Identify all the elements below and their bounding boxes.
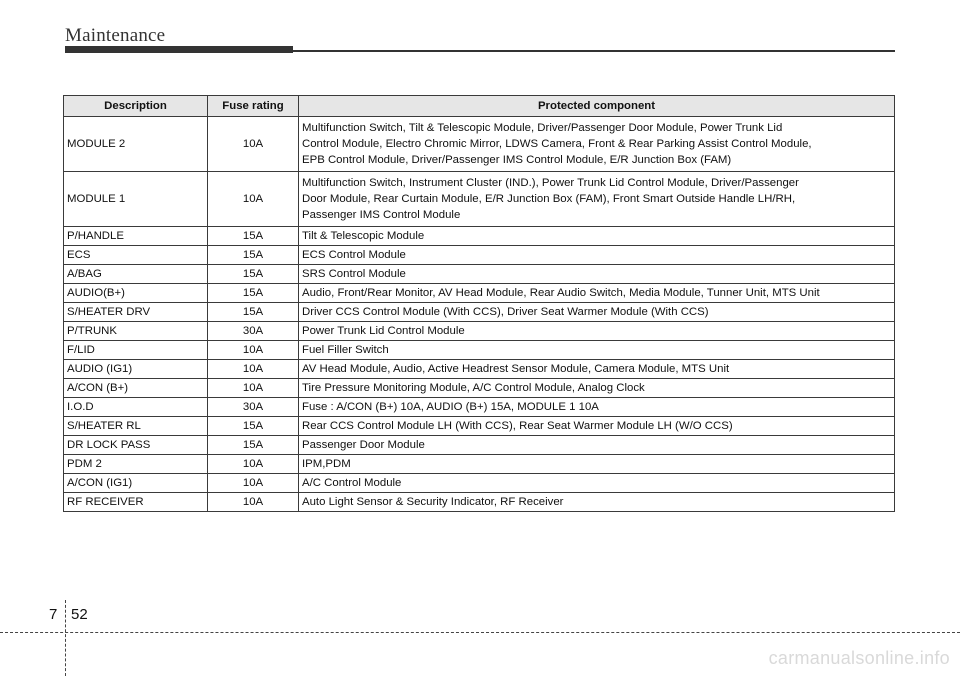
protected-component-cell	[299, 455, 895, 474]
fuse-description-cell: DR LOCK PASS	[64, 436, 208, 455]
column-header-description: Description	[64, 96, 208, 117]
protected-component-cell	[299, 265, 895, 284]
fuse-description-cell: A/BAG	[64, 265, 208, 284]
component-line: Fuel Filler Switch	[302, 344, 389, 356]
component-line: ECS Control Module	[302, 249, 406, 261]
fuse-rating-cell: 15A	[208, 227, 299, 246]
component-line: Control Module, Electro Chromic Mirror, LDWS Camera, Front & Rear Parking Assist Control Module,	[302, 138, 812, 150]
protected-component-cell	[299, 436, 895, 455]
table-row	[64, 246, 895, 265]
fuse-rating-cell: 30A	[208, 398, 299, 417]
component-line: Tilt & Telescopic Module	[302, 230, 425, 242]
fuse-description-cell: P/HANDLE	[64, 227, 208, 246]
component-line: Passenger IMS Control Module	[302, 209, 461, 221]
table-row	[64, 398, 895, 417]
protected-component-cell	[299, 398, 895, 417]
protected-component-cell	[299, 284, 895, 303]
table-row	[64, 474, 895, 493]
protected-component-cell	[299, 172, 895, 227]
table-row	[64, 493, 895, 512]
fuse-rating-cell: 10A	[208, 117, 299, 172]
table-body	[64, 117, 895, 512]
footer-dashed-line	[0, 632, 960, 633]
table-row	[64, 322, 895, 341]
component-line: AV Head Module, Audio, Active Headrest Sensor Module, Camera Module, MTS Unit	[302, 363, 730, 375]
fuse-rating-cell: 15A	[208, 417, 299, 436]
protected-component-cell	[299, 303, 895, 322]
column-header-fuse-rating: Fuse rating	[208, 96, 299, 117]
table-row	[64, 379, 895, 398]
watermark: carmanualsonline.info	[768, 648, 950, 668]
component-line: IPM,PDM	[302, 458, 351, 470]
table-row	[64, 303, 895, 322]
table-row	[64, 436, 895, 455]
component-line: Power Trunk Lid Control Module	[302, 325, 465, 337]
protected-component-cell	[299, 322, 895, 341]
protected-component-cell	[299, 227, 895, 246]
fuse-description-cell: I.O.D	[64, 398, 208, 417]
fuse-rating-cell: 15A	[208, 284, 299, 303]
page-section-title: Maintenance	[65, 25, 166, 46]
table-row	[64, 227, 895, 246]
fuse-rating-cell: 10A	[208, 493, 299, 512]
fuse-description-cell: A/CON (IG1)	[64, 474, 208, 493]
protected-component-cell	[299, 417, 895, 436]
protected-component-cell	[299, 246, 895, 265]
fuse-rating-cell: 10A	[208, 455, 299, 474]
fuse-description-cell: P/TRUNK	[64, 322, 208, 341]
protected-component-cell	[299, 341, 895, 360]
fuse-description-cell: AUDIO(B+)	[64, 284, 208, 303]
fuse-description-cell: S/HEATER DRV	[64, 303, 208, 322]
table-row	[64, 455, 895, 474]
component-line: Rear CCS Control Module LH (With CCS), Rear Seat Warmer Module LH (W/O CCS)	[302, 420, 733, 432]
table-row	[64, 341, 895, 360]
fuse-description-cell: MODULE 2	[64, 117, 208, 172]
fuse-rating-cell: 15A	[208, 303, 299, 322]
table-row	[64, 360, 895, 379]
component-line: Tire Pressure Monitoring Module, A/C Control Module, Analog Clock	[302, 382, 645, 394]
fuse-description-cell: MODULE 1	[64, 172, 208, 227]
fuse-rating-cell: 15A	[208, 246, 299, 265]
component-line: Multifunction Switch, Tilt & Telescopic Module, Driver/Passenger Door Module, Power Trunk Lid	[302, 122, 783, 134]
table-row	[64, 417, 895, 436]
fuse-description-cell: AUDIO (IG1)	[64, 360, 208, 379]
component-line: Auto Light Sensor & Security Indicator, RF Receiver	[302, 496, 564, 508]
component-line: SRS Control Module	[302, 268, 406, 280]
fuse-description-cell: S/HEATER RL	[64, 417, 208, 436]
protected-component-cell	[299, 474, 895, 493]
chapter-number: 7	[49, 606, 58, 623]
component-line: A/C Control Module	[302, 477, 402, 489]
table-row	[64, 172, 895, 227]
fuse-description-cell: ECS	[64, 246, 208, 265]
protected-component-cell	[299, 360, 895, 379]
table-row	[64, 117, 895, 172]
fuse-rating-cell: 10A	[208, 172, 299, 227]
fuse-description-cell: PDM 2	[64, 455, 208, 474]
component-line: Passenger Door Module	[302, 439, 425, 451]
fuse-description-cell: RF RECEIVER	[64, 493, 208, 512]
component-line: Audio, Front/Rear Monitor, AV Head Module, Rear Audio Switch, Media Module, Tunner Unit, MTS Unit	[302, 287, 820, 299]
fuse-rating-cell: 10A	[208, 474, 299, 493]
table-row	[64, 284, 895, 303]
page-number: 52	[71, 606, 88, 623]
fuse-table	[63, 95, 895, 512]
component-line: Multifunction Switch, Instrument Cluster (IND.), Power Trunk Lid Control Module, Driver/Passenger	[302, 177, 799, 189]
fuse-rating-cell: 10A	[208, 379, 299, 398]
protected-component-cell	[299, 493, 895, 512]
protected-component-cell	[299, 117, 895, 172]
fuse-rating-cell: 10A	[208, 360, 299, 379]
fuse-description-cell: A/CON (B+)	[64, 379, 208, 398]
component-line: Door Module, Rear Curtain Module, E/R Junction Box (FAM), Front Smart Outside Handle LH/RH,	[302, 193, 796, 205]
fuse-rating-cell: 30A	[208, 322, 299, 341]
table-row	[64, 265, 895, 284]
footer-dashed-divider	[65, 600, 66, 676]
component-line: Fuse : A/CON (B+) 10A, AUDIO (B+) 15A, MODULE 1 10A	[302, 401, 599, 413]
fuse-rating-cell: 15A	[208, 265, 299, 284]
table-header-row	[64, 96, 895, 117]
protected-component-cell	[299, 379, 895, 398]
fuse-rating-cell: 15A	[208, 436, 299, 455]
fuse-rating-cell: 10A	[208, 341, 299, 360]
component-line: Driver CCS Control Module (With CCS), Driver Seat Warmer Module (With CCS)	[302, 306, 709, 318]
fuse-description-cell: F/LID	[64, 341, 208, 360]
header-accent-bar	[65, 46, 293, 53]
component-line: EPB Control Module, Driver/Passenger IMS Control Module, E/R Junction Box (FAM)	[302, 154, 732, 166]
column-header-protected-component: Protected component	[299, 96, 895, 117]
